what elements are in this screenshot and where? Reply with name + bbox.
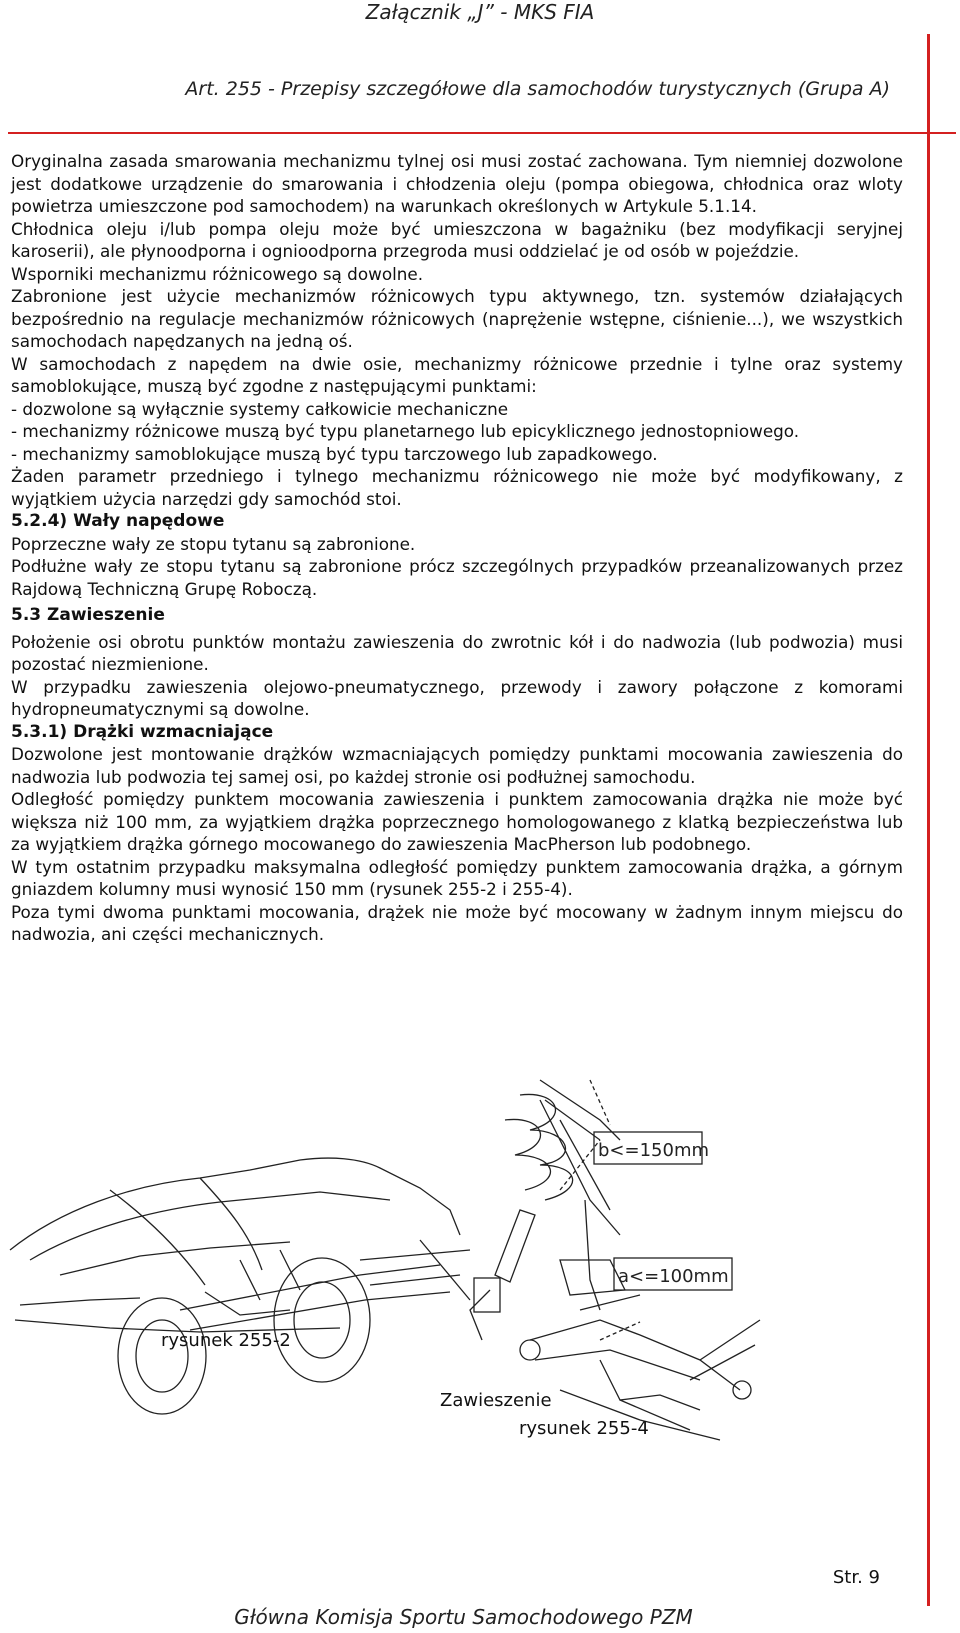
suspension-figure — [0, 1060, 927, 1510]
page-number: Str. 9 — [832, 1567, 880, 1588]
document-header-subtitle: Art. 255 - Przepisy szczegółowe dla samochodów turystycznych (Grupa A) — [185, 78, 890, 100]
list-item: - mechanizmy samoblokujące muszą być typu tarczowego lub zapadkowego. — [11, 443, 658, 464]
suspension-drawing — [0, 1060, 927, 1510]
document-header-title: Załącznik „J” - MKS FIA — [365, 0, 595, 24]
section-heading: 5.3.1) Drążki wzmacniające — [11, 721, 274, 742]
caption-figure-255-2: rysunek 255-2 — [161, 1330, 291, 1351]
car-drawing — [10, 1158, 470, 1414]
margin-rule-vertical — [927, 34, 930, 1606]
paragraph: W tym ostatnim przypadku maksymalna odległość pomiędzy punktem zamocowania drążka, a górnym gniazdem kolumny musi wynosić 150 mm (rysunek 255-2 i 255-4). — [11, 856, 903, 899]
paragraph: Odległość pomiędzy punktem mocowania zawieszenia i punktem zamocowania drążka nie może być większa niż 100 mm, za wyjątkiem drążka poprzecznego homologowanego z klatką bezpieczeństwa lub za wyjątkiem drążka górnego mocowanego do zawieszenia MacPherson lub podobnego. — [11, 789, 903, 854]
header-rule-horizontal — [8, 132, 956, 134]
label-a: a<=100mm — [618, 1266, 729, 1287]
paragraph: Wsporniki mechanizmu różnicowego są dowolne. — [11, 263, 424, 284]
list-item: - dozwolone są wyłącznie systemy całkowicie mechaniczne — [11, 398, 509, 419]
document-footer: Główna Komisja Sportu Samochodowego PZM — [234, 1605, 693, 1629]
label-b: b<=150mm — [598, 1140, 710, 1161]
list-item: - mechanizmy różnicowe muszą być typu planetarnego lub epicyklicznego jednostopniowego. — [11, 421, 800, 441]
paragraph: Położenie osi obrotu punktów montażu zawieszenia do zwrotnic kół i do nadwozia (lub podwozia) musi pozostać niezmienione. — [11, 631, 903, 674]
section-heading: 5.2.4) Wały napędowe — [11, 511, 225, 531]
paragraph: Chłodnica oleju i/lub pompa oleju może być umieszczona w bagażniku (bez modyfikacji seryjnej karoserii), ale płynoodporna i ognioodporna przegroda musi oddzielać je od osób w pojeździe. — [11, 218, 903, 261]
paragraph: Żaden parametr przedniego i tylnego mechanizmu różnicowego nie może być modyfikowany, z wyjątkiem użycia narzędzi gdy samochód stoi. — [11, 466, 903, 509]
paragraph: Poza tymi dwoma punktami mocowania, drążek nie może być mocowany w żadnym innym miejscu do nadwozia, ani części mechanicznych. — [11, 901, 903, 944]
paragraph: Podłużne wały ze stopu tytanu są zabronione prócz szczególnych przypadków przeanalizowanych przez Rajdową Techniczną Grupę Roboczą. — [11, 556, 903, 599]
caption-suspension: Zawieszenie — [440, 1390, 552, 1411]
paragraph: W przypadku zawieszenia olejowo-pneumatycznego, przewody i zawory połączone z komorami hydropneumatycznymi są dowolne. — [11, 676, 903, 719]
section-heading: 5.3 Zawieszenie — [11, 605, 165, 625]
paragraph: Oryginalna zasada smarowania mechanizmu tylnej osi musi zostać zachowana. Tym niemniej dozwolone jest dodatkowe urządzenie do smarowania i chłodzenia oleju (pompa obiegowa, chłodnica oraz wloty powietrza umieszczone pod samochodem) na warunkach określonych w Artykule 5.1.14. — [11, 151, 903, 216]
document-body — [11, 150, 903, 946]
paragraph: W samochodach z napędem na dwie osie, mechanizmy różnicowe przednie i tylne oraz systemy samoblokujące, muszą być zgodne z następującymi punktami: — [11, 353, 903, 396]
caption-figure-255-4: rysunek 255-4 — [519, 1418, 649, 1439]
paragraph: Poprzeczne wały ze stopu tytanu są zabronione. — [11, 533, 416, 554]
paragraph: Zabronione jest użycie mechanizmów różnicowych typu aktywnego, tzn. systemów działających bezpośrednio na regulacje mechanizmów różnicowych (naprężenie wstępne, ciśnienie...), we wszystkich samochodach napędzanych na jedną oś. — [11, 286, 903, 351]
paragraph: Dozwolone jest montowanie drążków wzmacniających pomiędzy punktami mocowania zawieszenia do nadwozia lub podwozia tej samej osi, po każdej stronie osi podłużnej samochodu. — [11, 744, 903, 787]
